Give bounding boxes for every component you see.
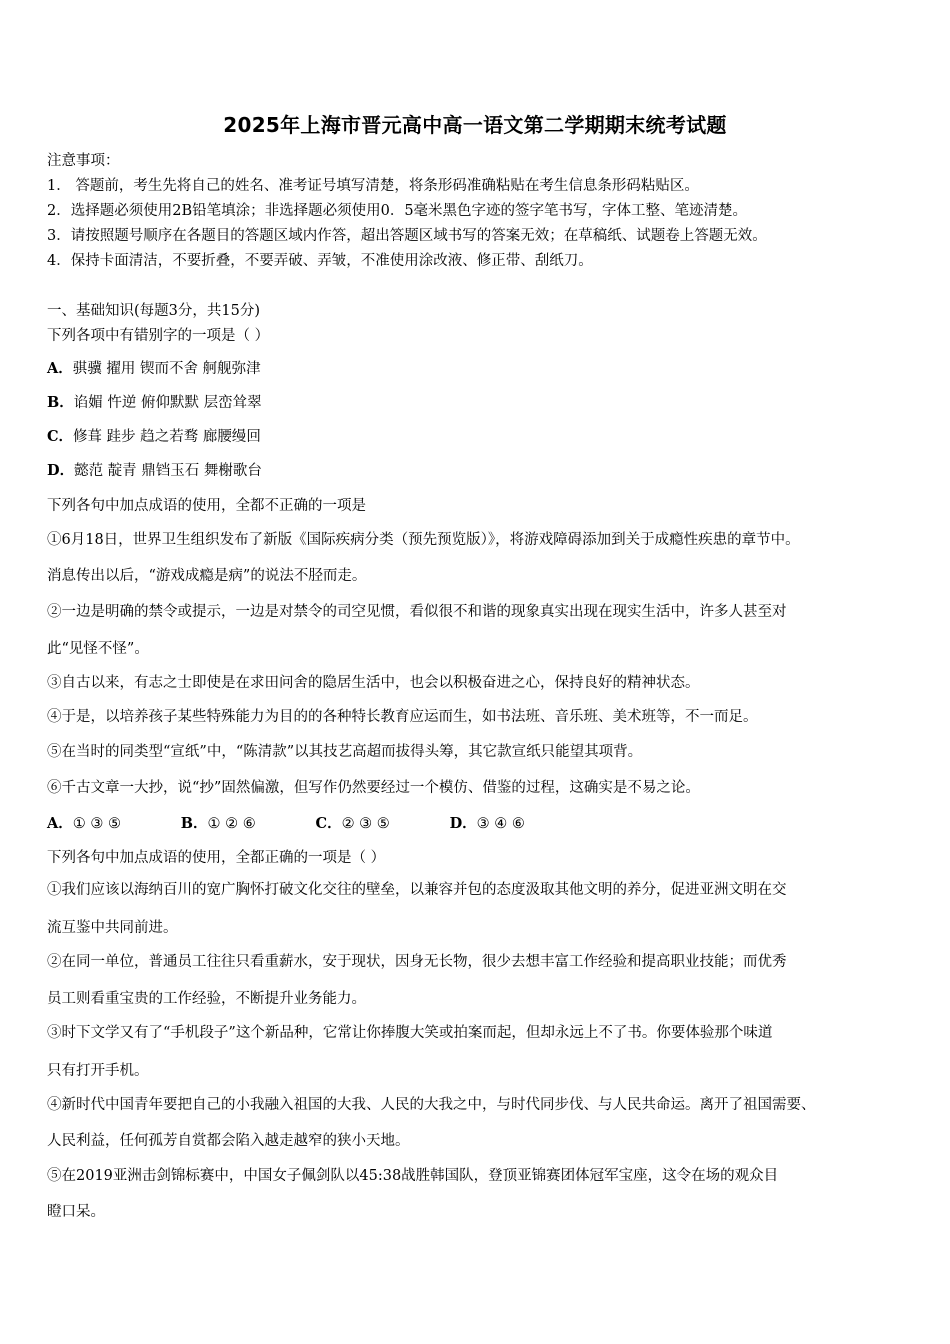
option-text: ① ② ⑥ xyxy=(207,816,256,832)
option-text: ② ③ ⑤ xyxy=(341,816,390,832)
page-title: 2025年上海市晋元高中高一语文第二学期期末统考试题 xyxy=(223,113,727,137)
question-sentence: ④新时代中国青年要把自己的小我融入祖国的大我、人民的大我之中，与时代同步伐、与人民共命运。离开了祖国需要、 xyxy=(47,1097,816,1113)
question-sentence: ⑤在2019亚洲击剑锦标赛中，中国女子佩剑队以45:38战胜韩国队，登顶亚锦赛团体冠军宝座，这令在场的观众目 xyxy=(47,1168,779,1184)
question-stem: 下列各项中有错别字的一项是（ ） xyxy=(47,328,270,344)
question-sentence: 瞪口呆。 xyxy=(47,1204,105,1220)
option-letter: C． xyxy=(315,815,342,832)
option-text: ③ ④ ⑥ xyxy=(476,816,525,832)
option-text: 修葺 跬步 趋之若骛 廊腰缦回 xyxy=(73,429,261,445)
option-letter: B． xyxy=(180,815,208,832)
question-sentence: ③自古以来，有志之士即使是在求田问舍的隐居生活中，也会以积极奋进之心，保持良好的精神状态。 xyxy=(47,675,700,691)
option-letter: D． xyxy=(47,462,75,479)
question-stem: 下列各句中加点成语的使用，全都不正确的一项是 xyxy=(47,498,366,514)
option-text: 谄媚 忤逆 俯仰默默 层峦耸翠 xyxy=(73,395,262,411)
notice-heading: 注意事项： xyxy=(47,153,120,169)
answer-option xyxy=(47,426,261,448)
question-stem: 下列各句中加点成语的使用，全都正确的一项是（ ） xyxy=(47,850,386,866)
answer-options-row xyxy=(47,813,525,835)
question-sentence: ⑥千古文章一大抄，说“抄”固然偏激，但写作仍然要经过一个模仿、借鉴的过程，这确实是不易之论。 xyxy=(47,780,700,796)
question-sentence: ①我们应该以海纳百川的宽广胸怀打破文化交往的壁垒，以兼容并包的态度汲取其他文明的养分，促进亚洲文明在交 xyxy=(47,882,787,898)
question-sentence: ①6月18日，世界卫生组织发布了新版《国际疾病分类（预先预览版）》，将游戏障碍添加到关于成瘾性疾患的章节中。 xyxy=(47,532,800,548)
answer-option xyxy=(47,392,262,414)
question-sentence: 只有打开手机。 xyxy=(47,1063,149,1079)
question-sentence: 此“见怪不怪”。 xyxy=(47,641,149,657)
notice-item: 1． 答题前，考生先将自己的姓名、准考证号填写清楚，将条形码准确粘贴在考生信息条形码粘贴区。 xyxy=(47,178,699,194)
question-sentence: ③时下文学又有了“手机段子”这个新品种，它常让你捧腹大笑或拍案而起，但却永远上不了书。你要体验那个味道 xyxy=(47,1025,773,1041)
question-sentence: 人民利益，任何孤芳自赏都会陷入越走越窄的狭小天地。 xyxy=(47,1133,410,1149)
question-sentence: ②在同一单位，普通员工往往只看重薪水，安于现状，因身无长物，很少去想丰富工作经验和提高职业技能；而优秀 xyxy=(47,954,787,970)
answer-option xyxy=(47,460,262,482)
option-letter: A． xyxy=(47,360,73,377)
notice-item: 2．选择题必须使用2B铅笔填涂；非选择题必须使用0．5毫米黑色字迹的签字笔书写，字体工整、笔迹清楚。 xyxy=(47,203,748,219)
question-sentence: 流互鉴中共同前进。 xyxy=(47,920,178,936)
option-letter: A． xyxy=(47,815,73,832)
option-letter: D． xyxy=(449,815,477,832)
answer-option xyxy=(47,358,261,380)
section-heading: 一、基础知识(每题3分，共15分) xyxy=(47,303,260,319)
option-text: 骐骥 擢用 锲而不舍 舸舰弥津 xyxy=(72,361,261,377)
question-sentence: 员工则看重宝贵的工作经验，不断提升业务能力。 xyxy=(47,991,366,1007)
option-letter: B． xyxy=(47,394,74,411)
notice-item: 4．保持卡面清洁，不要折叠，不要弄破、弄皱，不准使用涂改液、修正带、刮纸刀。 xyxy=(47,253,593,269)
notice-item: 3．请按照题号顺序在各题目的答题区域内作答，超出答题区域书写的答案无效；在草稿纸、试题卷上答题无效。 xyxy=(47,228,767,244)
question-sentence: ④于是，以培养孩子某些特殊能力为目的的各种特长教育应运而生，如书法班、音乐班、美术班等，不一而足。 xyxy=(47,709,758,725)
question-sentence: 消息传出以后，“游戏成瘾是病”的说法不胫而走。 xyxy=(47,568,367,584)
option-letter: C． xyxy=(47,428,74,445)
option-text: 懿范 靛青 鼎铛玉石 舞榭歌台 xyxy=(74,463,262,479)
question-sentence: ②一边是明确的禁令或提示，一边是对禁令的司空见惯，看似很不和谐的现象真实出现在现实生活中，许多人甚至对 xyxy=(47,604,787,620)
option-text: ① ③ ⑤ xyxy=(72,816,121,832)
question-sentence: ⑤在当时的同类型“宣纸”中，“陈清款”以其技艺高超而拔得头筹，其它款宣纸只能望其项背。 xyxy=(47,744,643,760)
